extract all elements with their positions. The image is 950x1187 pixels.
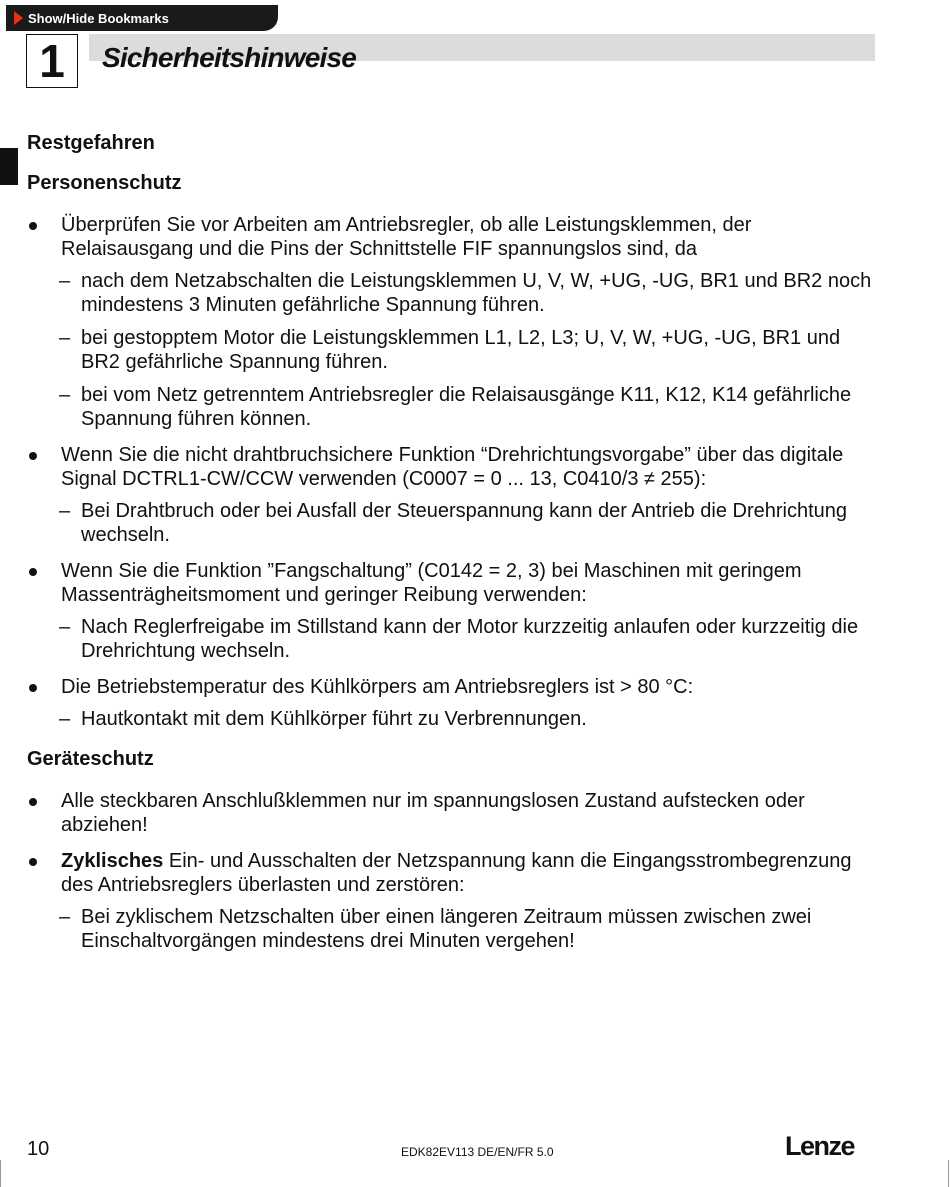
sub-list-item: – bei vom Netz getrenntem Antriebsregler die Relaisausgänge K11, K12, K14 gefährliche Spannung führen können. bbox=[27, 383, 877, 431]
sub-list-item: – Hautkontakt mit dem Kühlkörper führt zu Verbrennungen. bbox=[27, 707, 877, 731]
sub-list-item: – Nach Reglerfreigabe im Stillstand kann der Motor kurzzeitig anlaufen oder kurzzeitig die Drehrichtung wechseln. bbox=[27, 615, 877, 663]
triangle-right-icon bbox=[14, 11, 23, 25]
chapter-number: 1 bbox=[26, 34, 78, 88]
sub-list-item: – Bei Drahtbruch oder bei Ausfall der Steuerspannung kann der Antrieb die Drehrichtung wechseln. bbox=[27, 499, 877, 547]
section-heading: Restgefahren bbox=[27, 132, 155, 154]
list-item: Alle steckbaren Anschlußklemmen nur im spannungslosen Zustand aufstecken oder abziehen! bbox=[27, 789, 877, 837]
list-item bbox=[27, 849, 877, 897]
crop-mark-right bbox=[948, 1160, 949, 1187]
subheading-personenschutz: Personenschutz bbox=[27, 172, 182, 194]
sub-list-item: – bei gestopptem Motor die Leistungsklemmen L1, L2, L3; U, V, W, +UG, -UG, BR1 und BR2 gefährliche Spannung führen. bbox=[27, 326, 877, 374]
page-content bbox=[27, 131, 877, 962]
sub-list-item: – Bei zyklischem Netzschalten über einen längeren Zeitraum müssen zwischen zwei Einschaltvorgängen mindestens drei Minuten vergehen! bbox=[27, 905, 877, 953]
bookmarks-label: Show/Hide Bookmarks bbox=[28, 10, 169, 26]
emphasis-text: Zyklisches bbox=[61, 850, 164, 872]
list-item-text: Ein- und Ausschalten der Netzspannung kann die Eingangsstrombegrenzung des Antriebsreglers überlasten und zerstören: bbox=[61, 850, 852, 896]
list-item: Die Betriebstemperatur des Kühlkörpers am Antriebsreglers ist > 80 °C: bbox=[27, 675, 877, 699]
crop-mark-left bbox=[0, 1160, 1, 1187]
sub-list-item: – nach dem Netzabschalten die Leistungsklemmen U, V, W, +UG, -UG, BR1 und BR2 noch mindestens 3 Minuten gefährliche Spannung führen. bbox=[27, 269, 877, 317]
list-item: Wenn Sie die nicht drahtbruchsichere Funktion “Drehrichtungsvorgabe” über das digitale Signal DCTRL1-CW/CCW verwenden (C0007 = 0 ... 13, C0410/3 ≠ 255): bbox=[27, 443, 877, 491]
page-number: 10 bbox=[27, 1138, 50, 1160]
list-item: Wenn Sie die Funktion ”Fangschaltung” (C0142 = 2, 3) bei Maschinen mit geringem Massenträgheitsmoment und geringer Reibung verwenden: bbox=[27, 559, 877, 607]
show-hide-bookmarks-button[interactable] bbox=[6, 5, 278, 31]
chapter-title: Sicherheitshinweise bbox=[102, 42, 357, 73]
lenze-logo: Lenze bbox=[785, 1131, 855, 1161]
document-code: EDK82EV113 DE/EN/FR 5.0 bbox=[401, 1145, 554, 1159]
chapter-side-marker bbox=[0, 148, 18, 185]
list-item: Überprüfen Sie vor Arbeiten am Antriebsregler, ob alle Leistungsklemmen, der Relaisausgang und die Pins der Schnittstelle FIF spannungslos sind, da bbox=[27, 213, 877, 261]
subheading-geraeteschutz: Geräteschutz bbox=[27, 748, 154, 770]
